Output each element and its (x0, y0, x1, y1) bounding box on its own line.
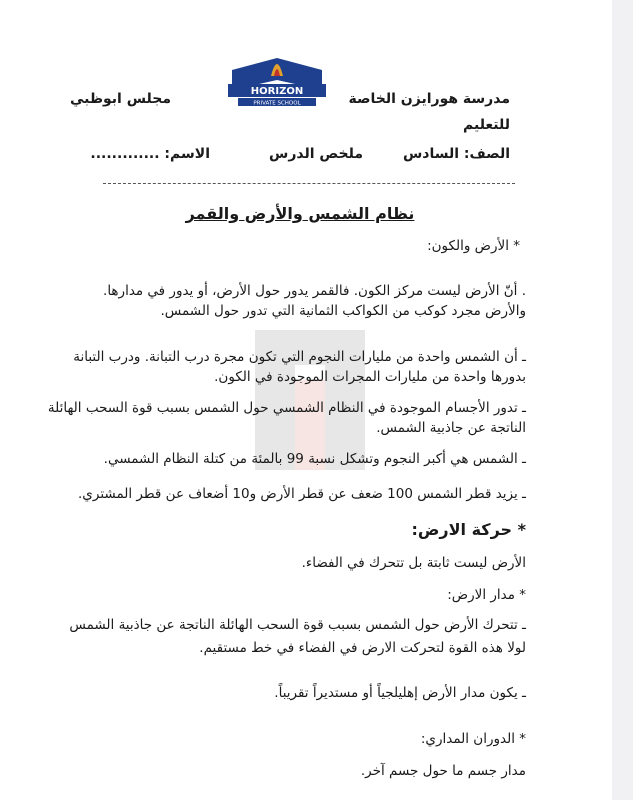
lesson-title: نظام الشمس والأرض والقمر (185, 204, 415, 223)
page-margin-strip (612, 0, 633, 800)
education-label: للتعليم (463, 117, 510, 133)
council-name: مجلس ابوظبي (69, 91, 171, 107)
paragraph-line: لولا هذه القوة لتحركت الارض في الفضاء في خط مستقيم. (199, 640, 526, 656)
heading-orbital-revolution: * الدوران المداري: (420, 731, 526, 747)
paragraph-line: والأرض مجرد كوكب من الكواكب الثمانية التي تدور حول الشمس. (160, 303, 526, 319)
summary-label: ملخص الدرس (269, 146, 363, 162)
logo-text-main: HORIZON (250, 86, 304, 97)
heading-earth-orbit: * مدار الارض: (447, 587, 526, 603)
heading-earth-motion: * حركة الارض: (411, 520, 526, 539)
heading-earth-universe: * الأرض والكون: (427, 238, 520, 254)
paragraph-line: ـ يكون مدار الأرض إهليلجياً أو مستديراً تقريباً. (274, 685, 526, 701)
separator-line (103, 183, 515, 184)
name-field: الاسم: ............. (90, 146, 210, 162)
paragraph-line: ـ أن الشمس واحدة من مليارات النجوم التي تكون مجرة درب التبانة. ودرب التبانة (73, 349, 526, 365)
logo-text-sub: PRIVATE SCHOOL (253, 100, 301, 107)
paragraph-line: مدار جسم ما حول جسم آخر. (360, 763, 526, 779)
paragraph-line: ـ تتحرك الأرض حول الشمس بسبب قوة السحب الهائلة الناتجة عن جاذبية الشمس (69, 617, 526, 633)
paragraph-line: ـ تدور الأجسام الموجودة في النظام الشمسي حول الشمس بسبب قوة السحب الهائلة (47, 400, 526, 416)
paragraph-line: . أنّ الأرض ليست مركز الكون. فالقمر يدور حول الأرض، أو يدور في مدارها. (103, 283, 526, 299)
paragraph-line: ـ الشمس هي أكبر النجوم وتشكل نسبة 99 بالمئة من كتلة النظام الشمسي. (103, 451, 526, 467)
paragraph-line: الناتجة عن جاذبية الشمس. (376, 420, 526, 436)
grade-label: الصف: السادس (402, 146, 510, 162)
paragraph-line: ـ يزيد قطر الشمس 100 ضعف عن قطر الأرض و10 أضعاف عن قطر المشتري. (78, 486, 526, 502)
school-name: مدرسة هورايزن الخاصة (348, 91, 510, 107)
paragraph-line: بدورها واحدة من مليارات المجرات الموجودة في الكون. (214, 369, 526, 385)
paragraph-line: الأرض ليست ثابتة بل تتحرك في الفضاء. (301, 555, 526, 571)
school-logo (224, 48, 330, 108)
